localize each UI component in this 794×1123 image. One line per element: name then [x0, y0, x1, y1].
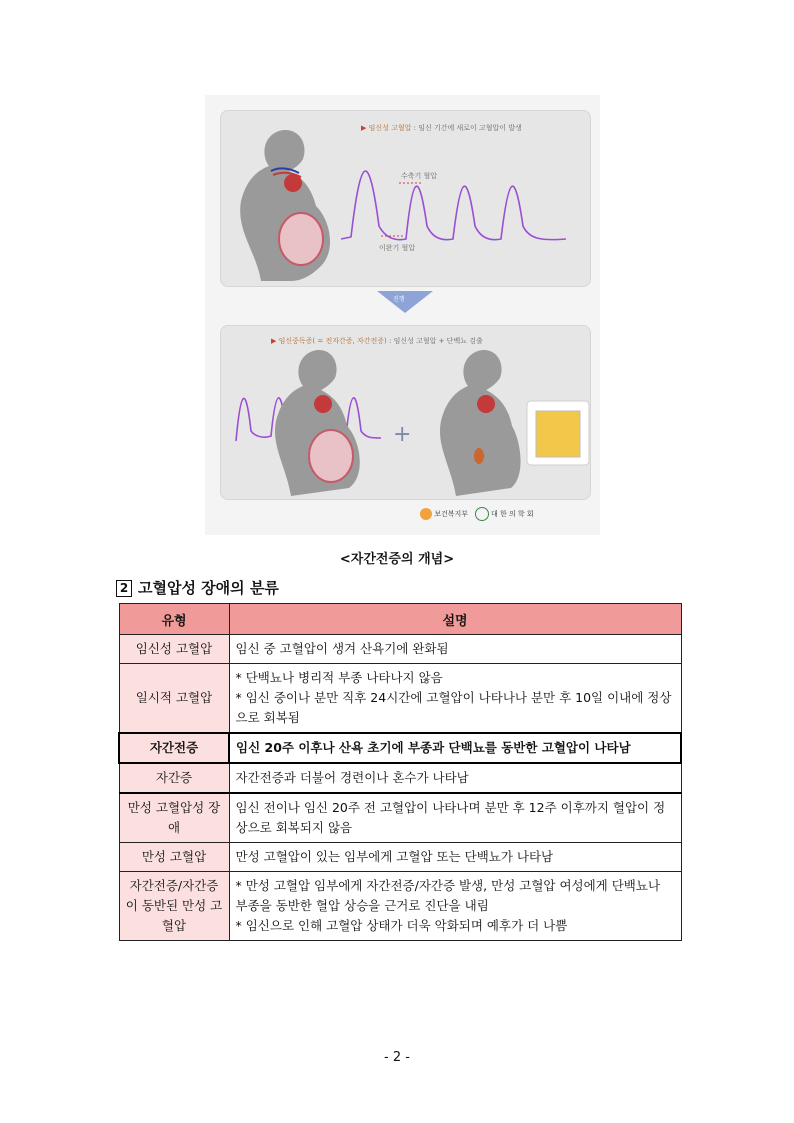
- table-row: 만성 고혈압 만성 고혈압이 있는 임부에게 고혈압 또는 단백뇨가 나타남: [119, 843, 681, 872]
- preeclampsia-panel: [220, 325, 591, 500]
- section-number: 2: [116, 580, 132, 597]
- table-row: 임신성 고혈압 임신 중 고혈압이 생겨 산욕기에 완화됨: [119, 635, 681, 664]
- bp-waveform: [341, 171, 566, 240]
- woman-silhouette: [440, 350, 521, 496]
- pregnant-woman-bp-illustration: [221, 111, 590, 286]
- header-type: 유형: [119, 604, 229, 635]
- panel2-note: ▶ 임신중독증( = 전자간증, 자간전증) : 임신성 고혈압 + 단백뇨 검출: [271, 337, 483, 345]
- page-number: - 2 -: [384, 1050, 410, 1065]
- heart-icon: [477, 395, 495, 413]
- ministry-logo-icon: [420, 508, 432, 520]
- diastolic-label: 이완기 혈압: [379, 244, 416, 252]
- academy-logo-icon: [475, 507, 489, 521]
- table-row: 자간전증 임신 20주 이후나 산욕 초기에 부종과 단백뇨를 동반한 고혈압이 나타남: [119, 733, 681, 763]
- preeclampsia-figure: [205, 95, 600, 535]
- academy-logo-text: 대 한 의 학 회: [490, 510, 534, 518]
- progress-arrow-icon: [377, 291, 433, 313]
- classification-table: [118, 603, 682, 941]
- systolic-label: 수축기 혈압: [401, 172, 438, 180]
- table-row: 만성 고혈압성 장애 임신 전이나 임신 20주 전 고혈압이 나타나며 분만 후 12주 이후까지 혈압이 정상으로 회복되지 않음: [119, 793, 681, 843]
- kidney-icon: [474, 448, 484, 464]
- progress-label: 진행: [393, 296, 405, 303]
- header-description: 설명: [229, 604, 681, 635]
- preeclampsia-illustration: [221, 326, 590, 499]
- table-header: [119, 604, 681, 635]
- logos: [420, 507, 534, 521]
- urine-beaker-icon: [536, 411, 580, 457]
- section-title: 고혈압성 장애의 분류: [138, 579, 279, 597]
- panel1-note: ▶ 임신성 고혈압 : 임신 기간에 새로이 고혈압이 발생: [361, 124, 522, 132]
- heart-icon: [314, 395, 332, 413]
- table-row: 자간증 자간전증과 더불어 경련이나 혼수가 나타남: [119, 763, 681, 793]
- table-row: 자간전증/자간증이 동반된 만성 고혈압 * 만성 고혈압 임부에게 자간전증/자간증 발생, 만성 고혈압 여성에게 단백뇨나 부종을 동반한 혈압 상승을 근거로 진단을 내림 * 임신으로 인해 고혈압 상태가 더욱 악화되며 예후가 더 나쁨: [119, 872, 681, 941]
- gestational-hypertension-panel: [220, 110, 591, 287]
- figure-caption: <자간전증의 개념>: [339, 552, 455, 567]
- section-heading: [116, 577, 279, 598]
- uterus-icon: [279, 213, 323, 265]
- plus-icon: +: [393, 422, 412, 447]
- ministry-logo-text: 보건복지부: [434, 510, 469, 518]
- uterus-icon: [309, 430, 353, 482]
- table-row: 일시적 고혈압 * 단백뇨나 병리적 부종 나타나지 않음 * 임신 중이나 분만 직후 24시간에 고혈압이 나타나나 분만 후 10일 이내에 정상으로 회복됨: [119, 664, 681, 734]
